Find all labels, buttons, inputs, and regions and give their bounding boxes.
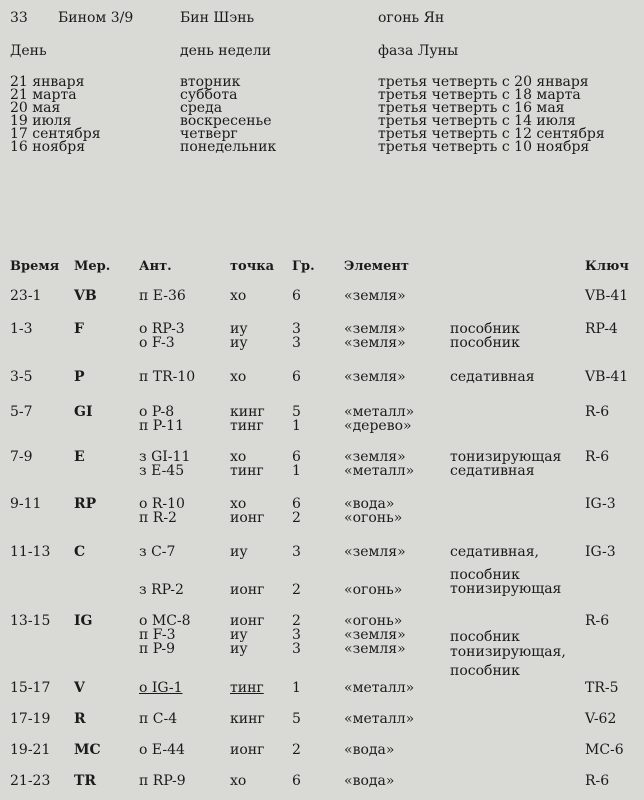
date-weekday: воскресенье (180, 113, 272, 129)
col-ant: Ант. (139, 259, 172, 274)
row-key: VB-41 (585, 369, 629, 385)
date-day: 16 ноября (10, 139, 86, 155)
row-element: «металл» (344, 711, 415, 727)
row-element: «земля» (344, 627, 406, 643)
row-point: ионг (230, 613, 265, 629)
date-day: 19 июля (10, 113, 72, 129)
row-element: «земля» (344, 449, 406, 465)
row-ant: п P-11 (139, 418, 184, 434)
row-time: 1-3 (10, 321, 33, 337)
row-gr: 1 (292, 680, 301, 696)
row-time: 7-9 (10, 449, 33, 465)
row-key: V-62 (585, 711, 617, 727)
binom-label: Бином 3/9 (58, 10, 134, 26)
row-gr: 3 (292, 335, 301, 351)
row-key: IG-3 (585, 496, 616, 512)
row-mer: VB (74, 288, 97, 304)
row-role: тонизирующая (450, 581, 562, 597)
row-gr: 6 (292, 449, 301, 465)
row-gr: 1 (292, 418, 301, 434)
col-gr: Гр. (292, 259, 315, 274)
row-point: ионг (230, 510, 265, 526)
row-ant: о MC-8 (139, 613, 191, 629)
date-moon: третья четверть с 14 июля (378, 113, 576, 129)
row-ant: з C-7 (139, 544, 176, 560)
row-point: кинг (230, 404, 265, 420)
date-weekday: понедельник (180, 139, 277, 155)
row-gr: 2 (292, 510, 301, 526)
row-mer: IG (74, 613, 93, 629)
row-gr: 3 (292, 544, 301, 560)
date-moon: третья четверть с 16 мая (378, 100, 565, 116)
row-element: «земля» (344, 369, 406, 385)
row-key: R-6 (585, 404, 610, 420)
row-time: 13-15 (10, 613, 51, 629)
row-element: «металл» (344, 404, 415, 420)
row-ant: о F-3 (139, 335, 175, 351)
row-gr: 3 (292, 641, 301, 657)
row-point: иу (230, 627, 248, 643)
row-point: тинг (230, 463, 264, 479)
date-day: 21 января (10, 74, 85, 90)
row-gr: 3 (292, 627, 301, 643)
col-element: Элемент (344, 259, 409, 274)
row-mer: C (74, 544, 86, 560)
row-key: MC-6 (585, 742, 624, 758)
row-ant: з RP-2 (139, 582, 184, 598)
weekday-label: день недели (180, 43, 272, 59)
row-ant: п C-4 (139, 711, 178, 727)
row-gr: 6 (292, 369, 301, 385)
row-gr: 2 (292, 613, 301, 629)
date-weekday: вторник (180, 74, 241, 90)
row-element: «земля» (344, 544, 406, 560)
row-time: 17-19 (10, 711, 51, 727)
row-element: «вода» (344, 742, 395, 758)
row-ant: о E-44 (139, 742, 185, 758)
date-moon: третья четверть с 12 сентября (378, 126, 605, 142)
row-gr: 1 (292, 463, 301, 479)
row-ant: о P-8 (139, 404, 175, 420)
row-mer: MC (74, 742, 101, 758)
row-element: «огонь» (344, 613, 403, 629)
row-mer: GI (74, 404, 93, 420)
row-ant: о RP-3 (139, 321, 185, 337)
row-point: иу (230, 641, 248, 657)
row-ant: п E-36 (139, 288, 186, 304)
date-day: 17 сентября (10, 126, 101, 142)
row-element: «металл» (344, 680, 415, 696)
row-element: «земля» (344, 335, 406, 351)
date-day: 20 мая (10, 100, 61, 116)
row-mer: RP (74, 496, 97, 512)
row-ant: п P-9 (139, 641, 176, 657)
day-label: День (10, 43, 47, 59)
row-point: хо (230, 369, 247, 385)
row-gr: 6 (292, 288, 301, 304)
row-gr: 5 (292, 711, 301, 727)
row-ant: п RP-9 (139, 773, 186, 789)
element-label: огонь Ян (378, 10, 445, 26)
row-gr: 3 (292, 321, 301, 337)
page-number: 33 (10, 10, 28, 26)
row-role: тонизирующая, (450, 644, 566, 660)
row-element: «дерево» (344, 418, 412, 434)
col-time: Время (10, 259, 60, 274)
col-key: Ключ (585, 259, 629, 274)
col-point: точка (230, 259, 275, 274)
row-mer: F (74, 321, 84, 337)
row-element: «вода» (344, 496, 395, 512)
row-ant: п TR-10 (139, 369, 196, 385)
row-element: «земля» (344, 321, 406, 337)
row-mer: TR (74, 773, 97, 789)
row-role: седативная (450, 369, 535, 385)
row-gr: 6 (292, 773, 301, 789)
row-mer: P (74, 369, 85, 385)
row-point: иу (230, 321, 248, 337)
row-key: R-6 (585, 613, 610, 629)
row-key: TR-5 (585, 680, 619, 696)
row-ant: о IG-1 (139, 680, 183, 696)
row-role: седативная, (450, 544, 540, 560)
row-time: 19-21 (10, 742, 51, 758)
row-role: пособник (450, 663, 520, 679)
row-time: 5-7 (10, 404, 33, 420)
row-time: 9-11 (10, 496, 42, 512)
date-moon: третья четверть с 18 марта (378, 87, 581, 103)
row-ant: з E-45 (139, 463, 185, 479)
row-ant: п F-3 (139, 627, 176, 643)
row-time: 21-23 (10, 773, 51, 789)
row-point: ионг (230, 582, 265, 598)
row-point: хо (230, 773, 247, 789)
row-time: 23-1 (10, 288, 42, 304)
row-point: иу (230, 335, 248, 351)
row-gr: 2 (292, 582, 301, 598)
row-time: 11-13 (10, 544, 51, 560)
date-weekday: суббота (180, 87, 238, 103)
row-point: хо (230, 288, 247, 304)
row-key: IG-3 (585, 544, 616, 560)
row-point: хо (230, 496, 247, 512)
row-point: хо (230, 449, 247, 465)
point-name: Бин Шэнь (180, 10, 255, 26)
row-gr: 6 (292, 496, 301, 512)
row-role: пособник (450, 335, 520, 351)
row-element: «земля» (344, 288, 406, 304)
row-point: ионг (230, 742, 265, 758)
row-element: «огонь» (344, 510, 403, 526)
row-time: 15-17 (10, 680, 51, 696)
row-role: пособник (450, 629, 520, 645)
row-gr: 2 (292, 742, 301, 758)
date-moon: третья четверть с 20 января (378, 74, 589, 90)
row-ant: з GI-11 (139, 449, 191, 465)
row-point: тинг (230, 418, 264, 434)
row-ant: п R-2 (139, 510, 177, 526)
row-key: R-6 (585, 773, 610, 789)
row-point: тинг (230, 680, 264, 696)
row-key: VB-41 (585, 288, 629, 304)
row-role: пособник (450, 567, 520, 583)
row-element: «вода» (344, 773, 395, 789)
row-key: R-6 (585, 449, 610, 465)
date-weekday: четверг (180, 126, 238, 142)
date-day: 21 марта (10, 87, 77, 103)
col-mer: Мер. (74, 259, 111, 274)
date-moon: третья четверть с 10 ноября (378, 139, 590, 155)
row-element: «металл» (344, 463, 415, 479)
row-mer: V (74, 680, 85, 696)
row-time: 3-5 (10, 369, 33, 385)
row-ant: о R-10 (139, 496, 185, 512)
row-role: седативная (450, 463, 535, 479)
row-role: пособник (450, 321, 520, 337)
row-mer: E (74, 449, 85, 465)
row-point: иу (230, 544, 248, 560)
row-element: «огонь» (344, 582, 403, 598)
row-gr: 5 (292, 404, 301, 420)
row-key: RP-4 (585, 321, 618, 337)
moon-label: фаза Луны (378, 43, 459, 59)
row-mer: R (74, 711, 86, 727)
row-role: тонизирующая (450, 449, 562, 465)
date-weekday: среда (180, 100, 223, 116)
row-element: «земля» (344, 641, 406, 657)
row-point: кинг (230, 711, 265, 727)
